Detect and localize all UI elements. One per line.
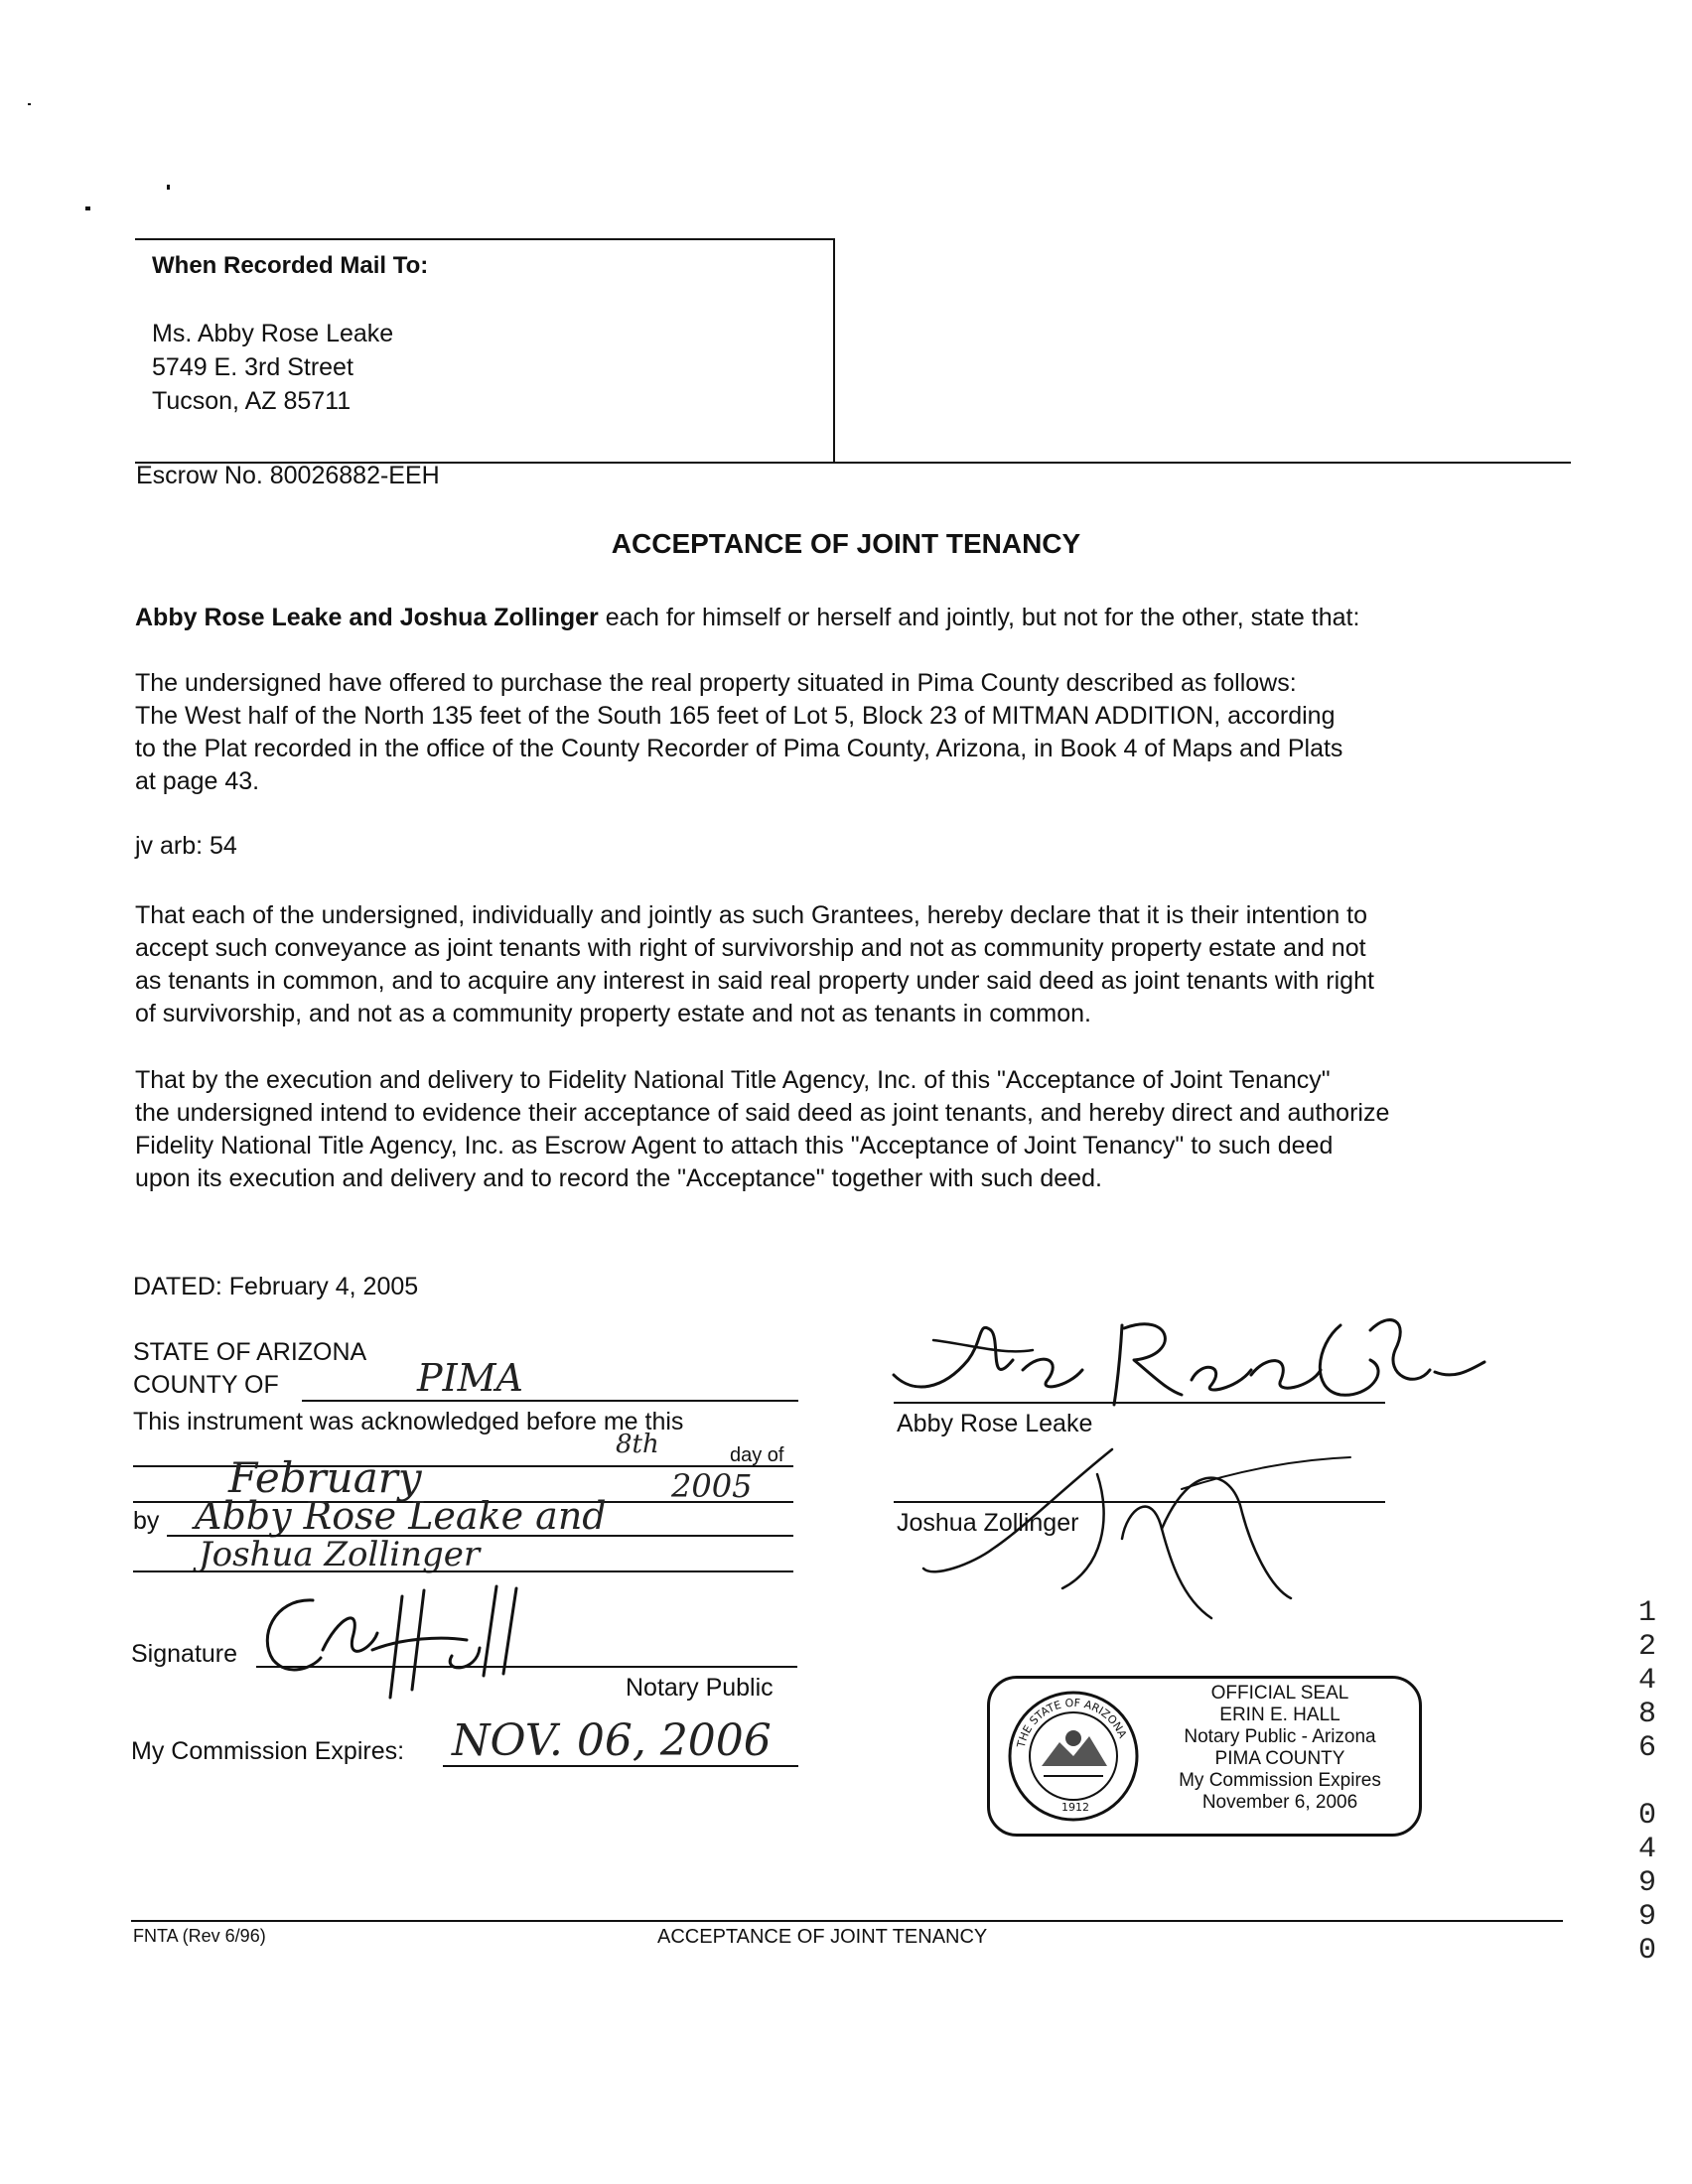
recording-digit: 4 bbox=[1637, 1664, 1656, 1698]
seal-text-block bbox=[1149, 1683, 1411, 1814]
day-of-label: day of bbox=[730, 1444, 784, 1466]
seal-emblem-year: 1912 bbox=[1061, 1801, 1089, 1814]
signer2-underline bbox=[894, 1501, 1385, 1503]
property-line-2: The West half of the North 135 feet of the South 165 feet of Lot 5, Block 23 of MITMAN ADDITION, according bbox=[135, 702, 1336, 730]
year-handwritten: 2005 bbox=[671, 1467, 753, 1505]
by-label: by bbox=[133, 1507, 160, 1535]
recording-digit: 0 bbox=[1637, 1799, 1656, 1833]
document-title: ACCEPTANCE OF JOINT TENANCY bbox=[611, 528, 1081, 559]
notary-signature bbox=[253, 1578, 551, 1707]
footer-title: ACCEPTANCE OF JOINT TENANCY bbox=[657, 1926, 988, 1948]
by-handwritten-1: Abby Rose Leake and bbox=[195, 1494, 607, 1538]
seal-line-2: ERIN E. HALL bbox=[1219, 1705, 1340, 1725]
seal-line-5: My Commission Expires bbox=[1179, 1770, 1381, 1791]
scan-speck bbox=[28, 103, 31, 105]
county-underline bbox=[302, 1400, 798, 1402]
mail-to-heading: When Recorded Mail To: bbox=[152, 252, 429, 279]
recording-digit: 4 bbox=[1637, 1833, 1656, 1866]
by-underline-2 bbox=[133, 1570, 793, 1572]
recording-digit: 1 bbox=[1637, 1596, 1656, 1630]
execution-line-2: the undersigned intend to evidence their acceptance of said deed as joint tenants, and hereby direct and authorize bbox=[135, 1099, 1390, 1127]
intro-rest: each for himself or herself and jointly, but not for the other, state that: bbox=[598, 604, 1360, 631]
footer-rule bbox=[131, 1920, 1563, 1922]
month-handwritten: February bbox=[228, 1453, 422, 1502]
county-label: COUNTY OF bbox=[133, 1371, 279, 1399]
jv-arb: jv arb: 54 bbox=[135, 832, 237, 860]
recording-digit: 0 bbox=[1637, 1934, 1656, 1968]
day-handwritten: 8th bbox=[616, 1430, 659, 1459]
seal-line-6: November 6, 2006 bbox=[1201, 1792, 1358, 1813]
declaration-paragraph bbox=[135, 899, 1374, 1030]
commission-handwritten: NOV. 06, 2006 bbox=[452, 1715, 772, 1766]
state-seal-emblem bbox=[1004, 1687, 1143, 1826]
recording-digit: 2 bbox=[1637, 1630, 1656, 1664]
county-handwritten: PIMA bbox=[417, 1356, 523, 1400]
signer2-name: Joshua Zollinger bbox=[897, 1509, 1079, 1537]
signer1-name: Abby Rose Leake bbox=[897, 1410, 1093, 1437]
execution-line-3: Fidelity National Title Agency, Inc. as Escrow Agent to attach this "Acceptance of Joint Tenancy" to such deed bbox=[135, 1132, 1334, 1160]
mail-box-right-border bbox=[833, 238, 835, 463]
footer-form-number: FNTA (Rev 6/96) bbox=[133, 1926, 266, 1946]
acknowledged-text: This instrument was acknowledged before me this bbox=[133, 1408, 684, 1435]
execution-line-1: That by the execution and delivery to Fidelity National Title Agency, Inc. of this "Acceptance of Joint Tenancy" bbox=[135, 1066, 1331, 1094]
recording-number bbox=[1632, 1596, 1662, 1968]
property-description bbox=[135, 667, 1342, 798]
dated-line: DATED: February 4, 2005 bbox=[133, 1273, 419, 1300]
seal-line-1: OFFICIAL SEAL bbox=[1210, 1683, 1349, 1704]
seal-line-3: Notary Public - Arizona bbox=[1184, 1726, 1376, 1747]
intro-statement bbox=[135, 602, 1575, 634]
state-label: STATE OF ARIZONA bbox=[133, 1338, 367, 1366]
notary-public-label: Notary Public bbox=[626, 1674, 774, 1702]
grantee-names: Abby Rose Leake and Joshua Zollinger bbox=[135, 604, 599, 631]
property-line-3: to the Plat recorded in the office of the County Recorder of Pima County, Arizona, in Book 4 of Maps and Plats bbox=[135, 735, 1343, 762]
recording-digit: 9 bbox=[1637, 1866, 1656, 1900]
recording-digit: 8 bbox=[1637, 1698, 1656, 1731]
signature-underline bbox=[256, 1666, 797, 1668]
execution-line-4: upon its execution and delivery and to record the "Acceptance" together with such deed. bbox=[135, 1164, 1102, 1192]
mail-to-city: Tucson, AZ 85711 bbox=[152, 387, 352, 415]
declare-line-2: accept such conveyance as joint tenants with right of survivorship and not as community property estate and not bbox=[135, 934, 1366, 962]
commission-label: My Commission Expires: bbox=[131, 1737, 405, 1765]
execution-paragraph bbox=[135, 1064, 1389, 1195]
signer1-underline bbox=[894, 1402, 1385, 1404]
property-line-4: at page 43. bbox=[135, 767, 260, 795]
declare-line-4: of survivorship, and not as a community property estate and not as tenants in common. bbox=[135, 1000, 1092, 1027]
declare-line-3: as tenants in common, and to acquire any interest in said real property under said deed as joint tenants with right bbox=[135, 967, 1374, 995]
official-seal bbox=[987, 1676, 1422, 1837]
recording-digit: 9 bbox=[1637, 1900, 1656, 1934]
scan-speck bbox=[167, 185, 170, 190]
escrow-number: Escrow No. 80026882-EEH bbox=[136, 462, 440, 489]
declare-line-1: That each of the undersigned, individually and jointly as such Grantees, hereby declare that it is their intention to bbox=[135, 901, 1368, 929]
signature-label: Signature bbox=[131, 1640, 238, 1668]
mail-box-top-border bbox=[135, 238, 835, 240]
recording-digit: 6 bbox=[1637, 1731, 1656, 1765]
by-handwritten-2: Joshua Zollinger bbox=[199, 1535, 481, 1574]
commission-underline bbox=[443, 1765, 798, 1767]
seal-emblem-text: THE STATE OF ARIZONA bbox=[1014, 1696, 1130, 1749]
scan-speck bbox=[85, 206, 90, 210]
mail-to-name: Ms. Abby Rose Leake bbox=[152, 320, 394, 347]
mail-to-street: 5749 E. 3rd Street bbox=[152, 353, 353, 381]
property-line-1: The undersigned have offered to purchase the real property situated in Pima County described as follows: bbox=[135, 669, 1297, 697]
seal-line-4: PIMA COUNTY bbox=[1214, 1748, 1345, 1769]
